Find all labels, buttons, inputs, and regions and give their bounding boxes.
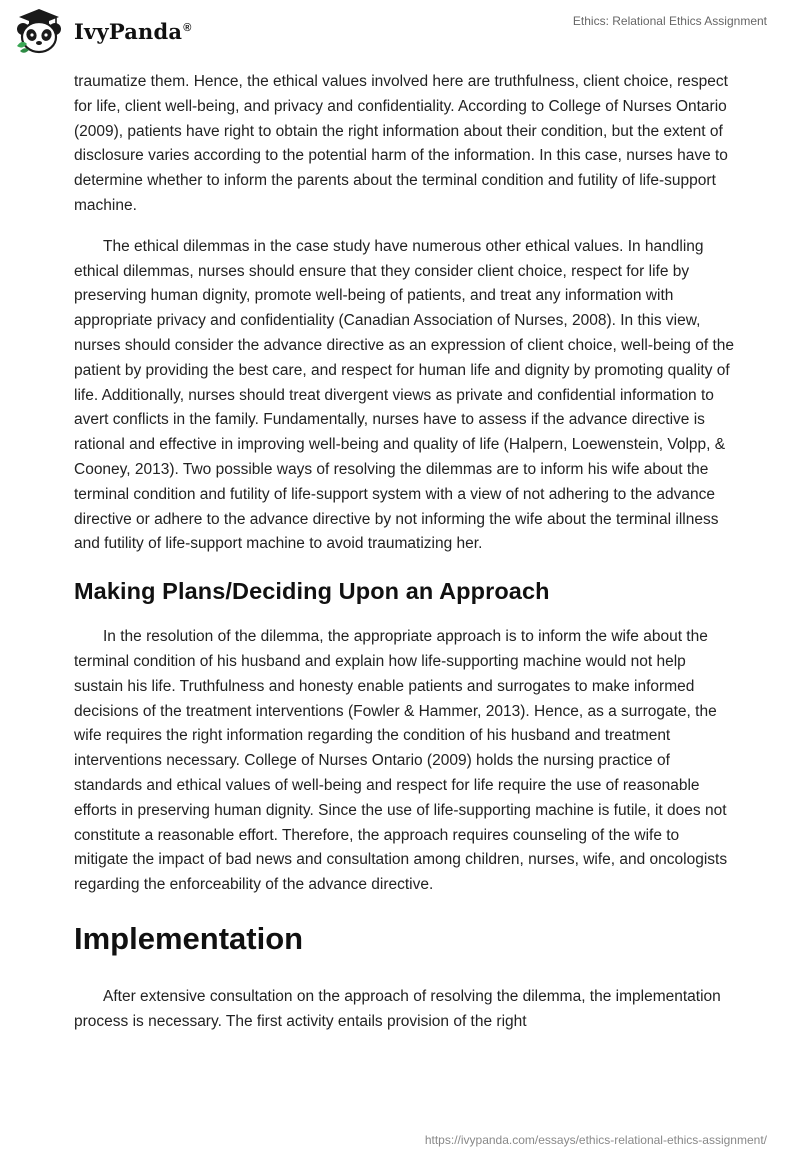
paragraph-implementation: After extensive consultation on the approach of resolving the dilemma, the implementation process is necessary. The first activity entails provision of the right — [74, 987, 721, 1030]
brand-name: IvyPanda® — [74, 18, 192, 44]
page-header — [0, 0, 800, 62]
heading-implementation: Implementation — [74, 920, 304, 956]
source-url-link[interactable]: https://ivypanda.com/essays/ethics-relational-ethics-assignment/ — [424, 1133, 767, 1147]
brand-logo[interactable] — [14, 6, 192, 56]
heading-making-plans: Making Plans/Deciding Upon an Approach — [74, 578, 550, 605]
panda-graduate-icon — [14, 6, 64, 56]
document-title: Ethics: Relational Ethics Assignment — [572, 14, 767, 28]
paragraph-continued: traumatize them. Hence, the ethical values involved here are truthfulness, client choice, respect for life, client well-being, and privacy and confidentiality. According to College of Nurses Ontario (2009), patients have right to obtain the right information about their condition, but the extent of disclosure varies according to the potential harm of the information. In this case, nurses have to determine whether to inform the parents about the terminal condition and futility of life-support machine. — [74, 73, 728, 214]
paragraph-dilemmas: The ethical dilemmas in the case study have numerous other ethical values. In handling ethical dilemmas, nurses should ensure that they consider client choice, respect for life by preserving human dignity, promote well-being of patients, and treat any information with appropriate privacy and confidentiality (Canadian Association of Nurses, 2008). In this view, nurses should consider the advance directive as an expression of client choice, well-being of the patient by providing the best care, and respect for human life and dignity by promoting quality of life. Additionally, nurses should treat divergent views as private and confidential information to avert conflicts in the family. Fundamentally, nurses have to assess if the advance directive is rational and effective in improving well-being and quality of life (Halpern, Loewenstein, Volpp, & Cooney, 2013). Two possible ways of resolving the dilemmas are to inform his wife about the terminal condition and futility of life-support system with a view of not adhering to the advance directive or adhere to the advance directive by not informing the wife about the terminal illness and futility of life-support machine to avoid traumatizing her. — [74, 237, 734, 553]
essay-content — [74, 70, 734, 1035]
paragraph-approach: In the resolution of the dilemma, the appropriate approach is to inform the wife about the terminal condition of his husband and explain how life-supporting machine would not help sustain his life. Truthfulness and honesty enable patients and surrogates to make informed decisions of the treatment interventions (Fowler & Hammer, 2013). Hence, as a surrogate, the wife requires the right information regarding the condition of his husband and treatment interventions necessary. College of Nurses Ontario (2009) holds the nursing practice of standards and ethical values of well-being and respect for life require the use of reasonable efforts in preserving human dignity. Since the use of life-supporting machine is futile, it does not constitute a reasonable effort. Therefore, the approach requires counseling of the wife to mitigate the impact of bad news and consultation among children, nurses, wife, and oncologists regarding the enforceability of the advance directive. — [74, 628, 728, 894]
